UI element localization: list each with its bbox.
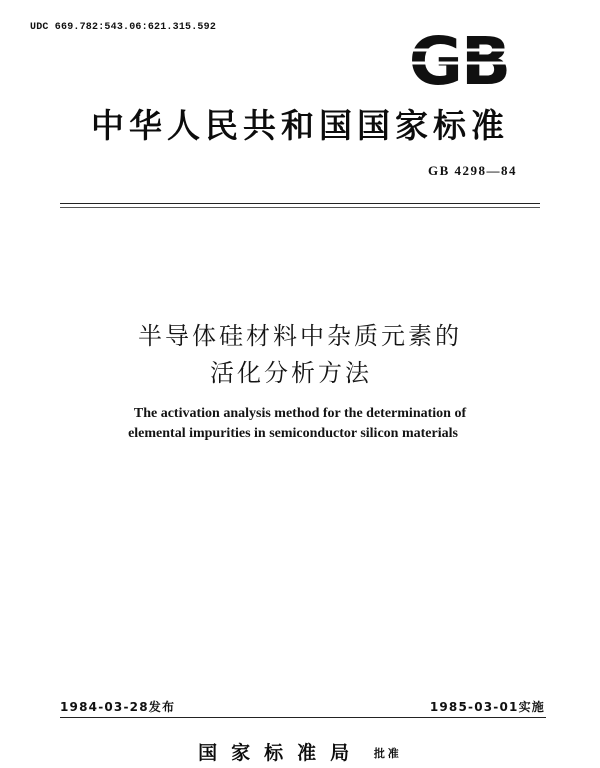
udc-code: UDC 669.782:543.06:621.315.592 [30, 22, 217, 33]
issue-date: 1984-03-28发布 [60, 700, 176, 714]
implementation-date: 1985-03-01实施 [429, 700, 545, 714]
chinese-title-line-1: 半导体硅材料中杂质元素的 [138, 322, 462, 350]
chinese-title-line-2: 活化分析方法 [210, 359, 372, 387]
header-divider-thin [60, 207, 540, 208]
gb-logo [398, 26, 520, 92]
english-title-line-1: The activation analysis method for the determination of [133, 406, 467, 421]
standard-number: GB 4298—84 [427, 163, 517, 178]
english-title-line-2: elemental impurities in semiconductor silicon materials [128, 426, 458, 441]
header-divider [60, 203, 540, 204]
approver-name: 国家标准局 [198, 742, 364, 764]
approved-label: 批准 [373, 747, 402, 760]
footer-divider [60, 717, 546, 718]
approving-authority [0, 738, 600, 765]
gb-logo-text: GB [408, 26, 510, 92]
standard-body-title: 中华人民共和国国家标准 [91, 106, 509, 145]
